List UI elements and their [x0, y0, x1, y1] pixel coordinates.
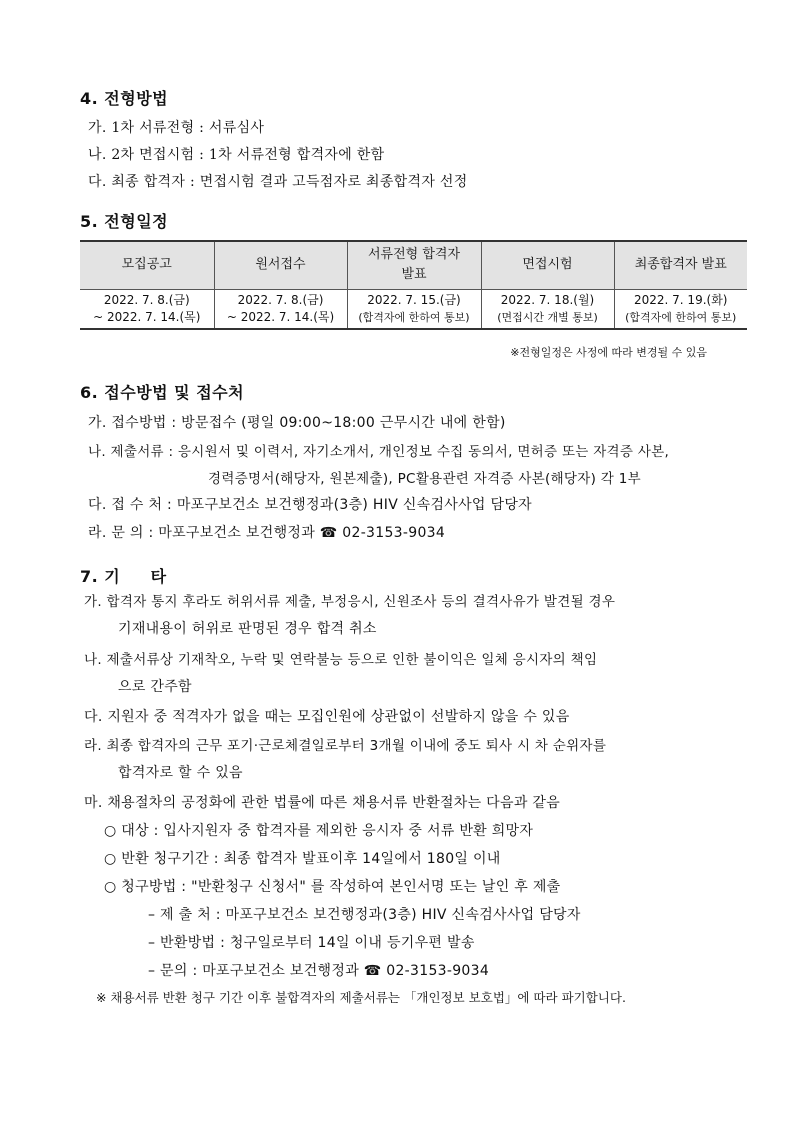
cell-date: 2022. 7. 8.(금) — [237, 292, 324, 307]
section-7-title: 7. 기 타 — [80, 567, 167, 586]
section-4-title: 4. 전형방법 — [80, 89, 169, 108]
section-4-item: 가. 1차 서류전형 : 서류심사 — [88, 120, 265, 136]
schedule-cell — [481, 289, 614, 329]
section-6-line: 나. 제출서류 : 응시원서 및 이력서, 자기소개서, 개인정보 수집 동의서, 면허증 또는 자격증 사본, — [88, 444, 670, 460]
section-7-line: – 제 출 처 : 마포구보건소 보건행정과(3층) HIV 신속검사사업 담당자 — [148, 907, 581, 923]
schedule-cell — [347, 289, 481, 329]
section-7-line: 나. 제출서류상 기재착오, 누락 및 연락불능 등으로 인한 불이익은 일체 응시자의 책임 — [84, 652, 598, 668]
header-cell: 면접시험 — [481, 241, 614, 289]
section-7-line: 기재내용이 허위로 판명된 경우 합격 취소 — [118, 621, 377, 637]
section-7-line: 다. 지원자 중 적격자가 없을 때는 모집인원에 상관없이 선발하지 않을 수 있음 — [84, 709, 570, 725]
schedule-table — [80, 240, 747, 330]
section-6-line: 다. 접 수 처 : 마포구보건소 보건행정과(3층) HIV 신속검사사업 담당자 — [88, 497, 532, 513]
cell-date: ~ 2022. 7. 14.(목) — [226, 309, 335, 324]
section-5-title: 5. 전형일정 — [80, 212, 169, 231]
section-6-line: 가. 접수방법 : 방문접수 (평일 09:00~18:00 근무시간 내에 한함) — [88, 415, 506, 431]
section-7-footnote: ※ 채용서류 반환 청구 기간 이후 불합격자의 제출서류는 「개인정보 보호법」에 따라 파기합니다. — [96, 990, 626, 1005]
header-cell: 모집공고 — [121, 257, 172, 273]
section-7-line: 합격자로 할 수 있음 — [118, 765, 243, 781]
section-4-item: 나. 2차 면접시험 : 1차 서류전형 합격자에 한함 — [88, 147, 385, 163]
cell-date: 2022. 7. 8.(금) — [103, 292, 190, 307]
schedule-header-row — [80, 241, 747, 289]
section-6-line: 경력증명서(해당자, 원본제출), PC활용관련 자격증 사본(해당자) 각 1부 — [208, 471, 641, 487]
section-7-line: – 반환방법 : 청구일로부터 14일 이내 등기우편 발송 — [148, 935, 475, 951]
section-6-line: 라. 문 의 : 마포구보건소 보건행정과 ☎ 02-3153-9034 — [88, 525, 446, 541]
cell-date: 2022. 7. 19.(화) — [634, 292, 728, 307]
cell-date: 2022. 7. 15.(금) — [367, 292, 461, 307]
section-7-line: ○ 반환 청구기간 : 최종 합격자 발표이후 14일에서 180일 이내 — [104, 851, 501, 867]
schedule-cell — [614, 289, 747, 329]
section-7-line: ○ 대상 : 입사지원자 중 합격자를 제외한 응시자 중 서류 반환 희망자 — [104, 823, 534, 839]
section-7-line: 마. 채용절차의 공정화에 관한 법률에 따른 채용서류 반환절차는 다음과 같음 — [84, 795, 561, 811]
cell-note: (면접시간 개별 통보) — [497, 310, 598, 324]
cell-note: (합격자에 한하여 통보) — [625, 310, 737, 324]
header-cell-line: 발표 — [401, 267, 427, 283]
schedule-cell — [214, 289, 347, 329]
header-cell-line: 서류전형 합격자 — [367, 247, 461, 263]
header-cell: 최종합격자 발표 — [614, 241, 747, 289]
cell-date: 2022. 7. 18.(월) — [500, 292, 595, 307]
section-7-line: 으로 간주함 — [118, 679, 192, 695]
schedule-note: ※전형일정은 사정에 따라 변경될 수 있음 — [510, 346, 707, 359]
header-cell: 원서접수 — [214, 241, 347, 289]
header-cell — [347, 241, 481, 289]
schedule-cell — [80, 289, 214, 329]
cell-note: (합격자에 한하여 통보) — [358, 310, 470, 324]
section-7-line: – 문의 : 마포구보건소 보건행정과 ☎ 02-3153-9034 — [148, 963, 490, 979]
section-4-item: 다. 최종 합격자 : 면접시험 결과 고득점자로 최종합격자 선정 — [88, 174, 468, 190]
section-6-title: 6. 접수방법 및 접수처 — [80, 383, 245, 402]
section-7-line: ○ 청구방법 : "반환청구 신청서" 를 작성하여 본인서명 또는 날인 후 제출 — [104, 879, 561, 895]
cell-date: ~ 2022. 7. 14.(목) — [93, 309, 201, 324]
section-7-line: 가. 합격자 통지 후라도 허위서류 제출, 부정응시, 신원조사 등의 결격사유가 발견될 경우 — [84, 594, 616, 610]
schedule-row — [80, 289, 747, 329]
section-7-line: 라. 최종 합격자의 근무 포기·근로체결일로부터 3개월 이내에 중도 퇴사 시 차 순위자를 — [84, 738, 607, 754]
